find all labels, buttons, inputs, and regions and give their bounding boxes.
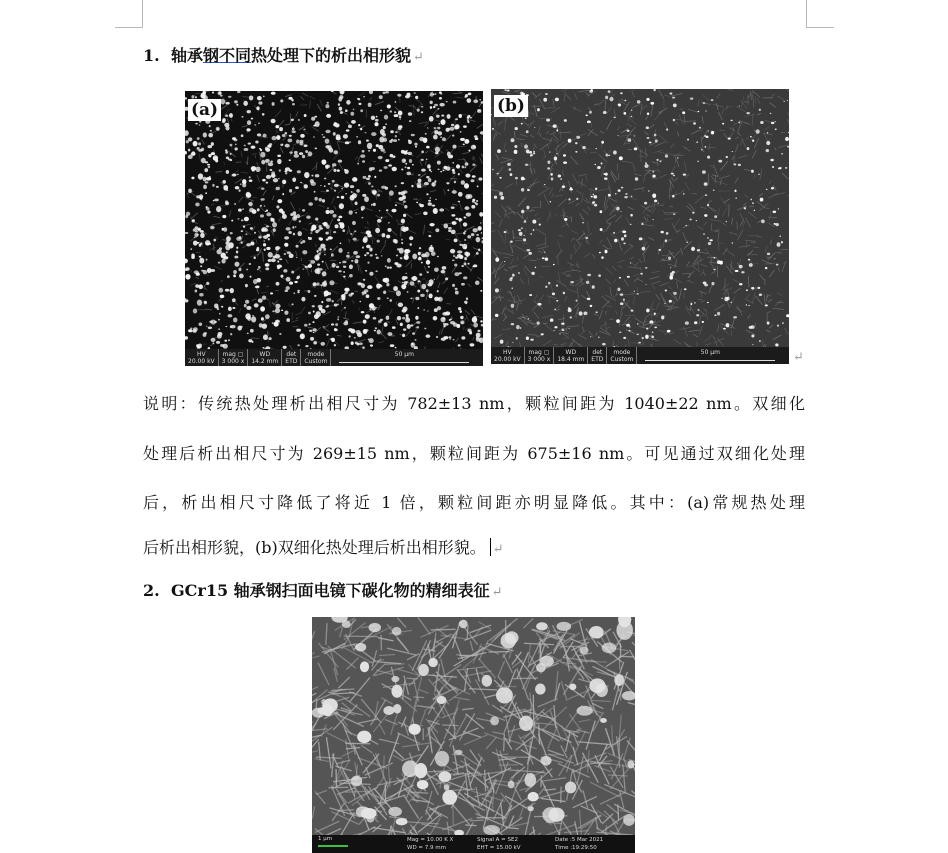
infobar-cell bbox=[491, 347, 524, 364]
scale-bar bbox=[645, 360, 775, 361]
eht-text: EHT = 15.00 kV bbox=[477, 845, 521, 851]
text-cursor bbox=[490, 538, 491, 556]
infobar-header: mode bbox=[307, 350, 325, 358]
infobar-value: ETD bbox=[285, 357, 298, 365]
figure-label-b: (b) bbox=[494, 95, 528, 117]
sem-image-b[interactable] bbox=[491, 89, 789, 364]
scale-bar-label: 1 μm bbox=[318, 836, 333, 842]
sem-micrograph-a bbox=[185, 91, 483, 349]
infobar-value: 18.4 mm bbox=[557, 355, 585, 363]
infobar-cell bbox=[248, 349, 282, 366]
working-distance-text: WD = 7.9 mm bbox=[407, 845, 446, 851]
heading-text: 轴承 bbox=[171, 46, 204, 65]
scale-bar-cell bbox=[637, 347, 784, 364]
infobar-cell bbox=[554, 347, 588, 364]
margin-corner-top-right bbox=[806, 0, 834, 28]
scale-bar-label: 50 μm bbox=[700, 348, 720, 356]
sem-micrograph-carbide bbox=[312, 617, 635, 835]
sem-infobar-b bbox=[491, 347, 789, 364]
infobar-value: Custom bbox=[610, 355, 634, 363]
description-line-1: 说明：传统热处理析出相尺寸为 782±13 nm，颗粒间距为 1040±22 nm。双细化 bbox=[143, 394, 805, 413]
scale-bar-label: 50 μm bbox=[394, 350, 414, 358]
scale-bar bbox=[339, 362, 469, 363]
sem-infobar-carbide bbox=[312, 835, 635, 853]
infobar-header: WD bbox=[565, 348, 577, 356]
infobar-value: 20.00 kV bbox=[494, 355, 521, 363]
sem-image-carbide[interactable] bbox=[312, 617, 635, 853]
description-line-2: 处理后析出相尺寸为 269±15 nm，颗粒间距为 675±16 nm。可见通过双细化处理 bbox=[143, 444, 805, 463]
description-line-3: 后，析出相尺寸降低了将近 1 倍，颗粒间距亦明显降低。其中：(a)常规热处理 bbox=[143, 493, 805, 512]
paragraph-mark: ↵ bbox=[491, 585, 503, 600]
infobar-header: det bbox=[592, 348, 603, 356]
infobar-cell bbox=[301, 349, 331, 366]
infobar-cell bbox=[218, 349, 248, 366]
infobar-header: HV bbox=[197, 350, 206, 358]
infobar-header: det bbox=[286, 350, 297, 358]
infobar-value: Custom bbox=[304, 357, 328, 365]
paragraph-mark: ↵ bbox=[793, 350, 804, 365]
section-number: 2. bbox=[143, 581, 160, 600]
infobar-cell bbox=[524, 347, 554, 364]
infobar-header: mag ▢ bbox=[222, 350, 244, 358]
scale-bar-cell bbox=[331, 349, 478, 366]
infobar-value: 3 000 x bbox=[221, 357, 245, 365]
infobar-value: 20.00 kV bbox=[188, 357, 215, 365]
description-line-4-text: 后析出相形貌，(b)双细化热处理后析出相形貌。 bbox=[143, 538, 486, 557]
sem-micrograph-b bbox=[491, 89, 789, 347]
infobar-value: 3 000 x bbox=[527, 355, 551, 363]
scale-bar bbox=[318, 845, 348, 847]
infobar-cell bbox=[185, 349, 218, 366]
infobar-cell bbox=[282, 349, 301, 366]
magnification-text: Mag = 10.00 K X bbox=[407, 837, 454, 843]
infobar-value: 14.2 mm bbox=[251, 357, 279, 365]
paragraph-mark: ↵ bbox=[492, 542, 504, 557]
infobar-header: mag ▢ bbox=[528, 348, 550, 356]
infobar-header: mode bbox=[613, 348, 631, 356]
section-1-heading bbox=[143, 43, 424, 66]
section-number: 1. bbox=[143, 46, 160, 65]
description-line-4 bbox=[143, 535, 805, 558]
infobar-header: WD bbox=[259, 350, 271, 358]
signal-text: Signal A = SE2 bbox=[477, 837, 518, 843]
heading-underlined-text: 钢不同 bbox=[203, 46, 252, 65]
paragraph-mark: ↵ bbox=[413, 50, 424, 65]
heading-text: GCr15 轴承钢扫面电镜下碳化物的精细表征 bbox=[171, 581, 490, 600]
time-text: Time :19:29:50 bbox=[555, 845, 597, 851]
infobar-header: HV bbox=[503, 348, 512, 356]
sem-image-a[interactable] bbox=[185, 91, 483, 366]
sem-infobar-a bbox=[185, 349, 483, 366]
date-text: Date :5 Mar 2021 bbox=[555, 837, 604, 843]
infobar-cell bbox=[588, 347, 607, 364]
infobar-cell bbox=[607, 347, 637, 364]
margin-corner-top-left bbox=[115, 0, 143, 28]
infobar-value: ETD bbox=[591, 355, 604, 363]
heading-text-rest: 热处理下的析出相形貌 bbox=[251, 46, 412, 65]
section-2-heading bbox=[143, 578, 503, 601]
figure-label-a: (a) bbox=[188, 99, 221, 121]
